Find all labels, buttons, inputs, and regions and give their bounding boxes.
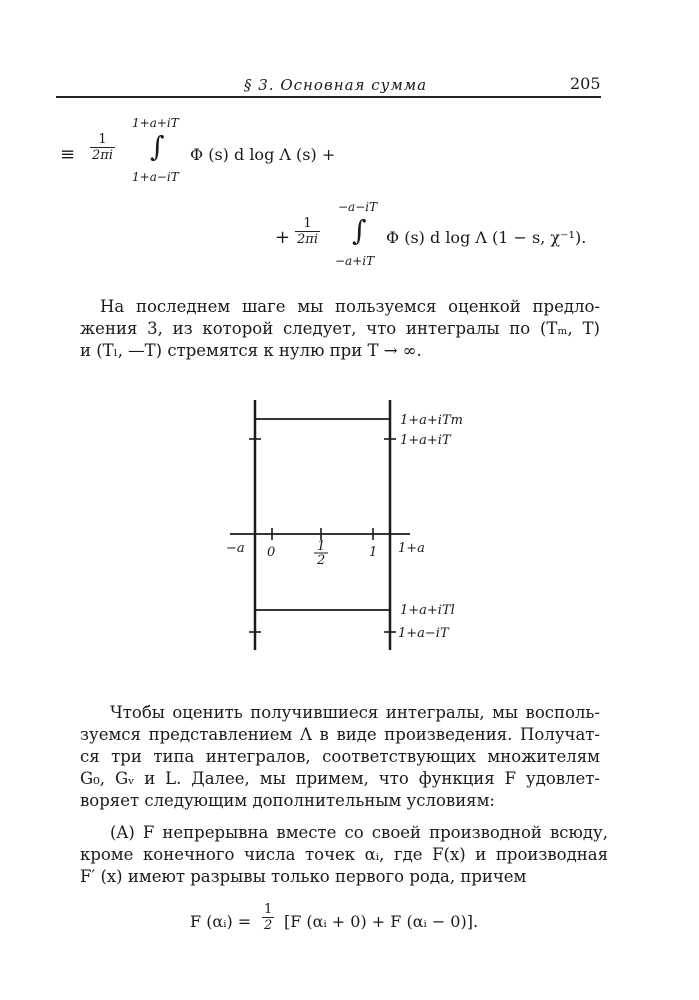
para1-line-2: жения 3, из которой следует, что интегралы по (Tₘ, T)	[80, 319, 600, 338]
paragraph-1	[80, 296, 600, 362]
para3-line-2: кроме конечного числа точек αᵢ, где F(x) и производная	[80, 845, 608, 864]
eq2-fraction	[295, 216, 320, 247]
eq2-body: Φ (s) d log Λ (1 − s, χ⁻¹).	[386, 228, 587, 247]
eq3-lhs: F (αᵢ) =	[190, 912, 252, 931]
para2-line-1: Чтобы оценить получившиеся интегралы, мы восполь-	[110, 703, 600, 722]
eq3-fraction	[262, 902, 274, 933]
running-header: § 3. Основная сумма	[244, 76, 428, 94]
page-number: 205	[570, 74, 601, 93]
label-right-axis: 1+a	[398, 541, 425, 556]
eq2-lower-limit: −a+iT	[335, 254, 375, 268]
eq2-frac-num: 1	[295, 216, 320, 232]
label-one: 1	[369, 545, 378, 560]
label-lower-tick: 1+a−iT	[398, 626, 449, 641]
label-half-num: 1	[317, 539, 326, 554]
eq2-upper-limit: −a−iT	[338, 200, 378, 214]
eq3-frac-den: 2	[264, 918, 273, 933]
eq1-lower-limit: 1+a−iT	[132, 170, 179, 184]
eq3-rhs: [F (αᵢ + 0) + F (αᵢ − 0)].	[284, 912, 479, 931]
eq2-integral-sign: ∫	[352, 214, 367, 247]
paragraph-3	[80, 822, 608, 888]
label-half-den: 2	[317, 553, 326, 568]
contour-figure	[200, 390, 500, 660]
eq1-body: Φ (s) d log Λ (s) +	[190, 145, 336, 164]
para3-line-1: (A) F непрерывна вместе со своей производной всюду,	[110, 823, 608, 842]
para3-line-3: F′ (x) имеют разрывы только первого рода, причем	[80, 867, 527, 886]
eq2-frac-den: 2πi	[297, 232, 318, 247]
eq1-fraction	[90, 132, 115, 163]
label-top-line: 1+a+iTm	[400, 413, 463, 428]
eq1-integral-sign: ∫	[150, 130, 165, 163]
para2-line-2: зуемся представлением Λ в виде произведения. Получат-	[80, 725, 600, 744]
eq1-frac-num: 1	[90, 132, 115, 148]
para2-line-4: G₀, Gᵥ и L. Далее, мы примем, что функция F удовлет-	[80, 769, 600, 788]
label-bottom-line: 1+a+iTl	[400, 603, 455, 618]
eq2-plus: +	[275, 227, 291, 248]
paragraph-2	[80, 702, 600, 812]
eq1-equiv: ≡	[60, 144, 76, 165]
label-neg-a: −a	[226, 541, 245, 556]
eq3-frac-num: 1	[264, 902, 273, 917]
header-rule	[56, 96, 601, 98]
eq1-upper-limit: 1+a+iT	[132, 116, 179, 130]
para1-line-3: и (Tₗ, —T) стремятся к нулю при T → ∞.	[80, 341, 422, 360]
label-zero: 0	[267, 545, 276, 560]
para2-line-3: ся три типа интегралов, соответствующих множителям	[80, 747, 600, 766]
para1-line-1: На последнем шаге мы пользуемся оценкой предло-	[100, 297, 600, 316]
label-upper-tick: 1+a+iT	[400, 433, 451, 448]
para2-line-5: воряет следующим дополнительным условиям:	[80, 791, 495, 810]
eq1-frac-den: 2πi	[92, 148, 113, 163]
